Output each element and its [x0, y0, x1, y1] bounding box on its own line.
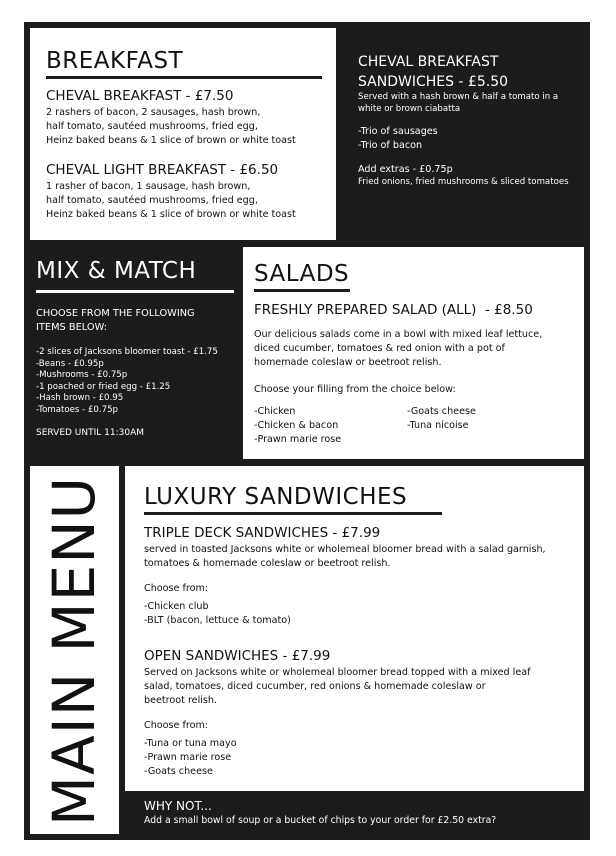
open-option: -Tuna or tuna mayo — [144, 738, 237, 749]
mix-match-item: -1 poached or fried egg - £1.25 — [36, 381, 171, 392]
salad-desc — [254, 328, 584, 370]
triple-option: -BLT (bacon, lettuce & tomato) — [144, 615, 291, 626]
main-menu-title: MAIN MENU — [40, 475, 108, 827]
sandwiches-desc: white or brown ciabatta — [358, 103, 461, 114]
salad-choose: Choose your filling from the choice below: — [254, 384, 456, 395]
open-option: -Goats cheese — [144, 766, 213, 777]
salad-fillings-col1 — [254, 405, 341, 447]
breakfast-item-line: half tomato, sautéed mushrooms, fried egg, — [46, 121, 258, 132]
open-desc: salad, tomatoes, diced cucumber, red onions & homemade coleslaw or — [144, 681, 486, 692]
open-title: OPEN SANDWICHES - £7.99 — [144, 648, 331, 664]
triple-deck-desc: tomatoes & homemade coleslaw or beetroot relish. — [144, 558, 391, 569]
served-until: SERVED UNTIL 11:30AM — [36, 428, 144, 438]
mix-match-item: -Mushrooms - £0.75p — [36, 370, 128, 380]
salad-filling: -Tuna nicoise — [407, 420, 469, 431]
salad-filling: -Goats cheese — [407, 406, 476, 417]
breakfast-title: BREAKFAST — [46, 48, 184, 74]
mix-match-item: -Hash brown - £0.95 — [36, 393, 124, 403]
breakfast-rule — [46, 76, 322, 79]
triple-deck-title: TRIPLE DECK SANDWICHES - £7.99 — [144, 525, 381, 541]
sandwiches-option: -Trio of bacon — [358, 140, 423, 151]
salad-desc-line: diced cucumber, tomatoes & red onion with a pot of — [254, 343, 505, 354]
salad-filling: -Chicken & bacon — [254, 420, 339, 431]
breakfast-item-line: 1 rasher of bacon, 1 sausage, hash brown, — [46, 181, 251, 192]
breakfast-item-line: Heinz baked beans & 1 slice of brown or white toast — [46, 135, 296, 146]
mix-match-intro: ITEMS BELOW: — [36, 322, 107, 333]
open-choose: Choose from: — [144, 720, 209, 731]
breakfast-item — [46, 88, 336, 148]
mix-match-box — [36, 258, 236, 438]
mix-match-item: -Beans - £0.95p — [36, 358, 104, 369]
triple-deck-section — [144, 525, 584, 628]
mix-match-list — [36, 347, 236, 416]
sandwiches-option: -Trio of sausages — [358, 126, 438, 137]
extras-title: Add extras - £0.75p — [358, 164, 453, 175]
why-not-text: Add a small bowl of soup or a bucket of chips to your order for £2.50 extra? — [144, 815, 497, 826]
triple-option: -Chicken club — [144, 601, 209, 612]
why-not-title: WHY NOT... — [144, 799, 212, 813]
mix-match-item: -Tomatoes - £0.75p — [36, 404, 119, 415]
breakfast-panel — [30, 28, 336, 240]
triple-choose: Choose from: — [144, 583, 209, 594]
luxury-rule — [144, 512, 442, 515]
salads-rule — [254, 289, 350, 292]
main-menu-side-panel — [30, 466, 119, 834]
mix-match-rule — [36, 290, 234, 293]
salad-filling: -Chicken — [254, 406, 296, 417]
salad-desc-line: Our delicious salads come in a bowl with mixed leaf lettuce, — [254, 329, 543, 340]
salad-fillings-col2 — [407, 405, 476, 433]
breakfast-item-line: half tomato, sautéed mushrooms, fried egg, — [46, 195, 258, 206]
salads-panel — [243, 247, 584, 459]
open-sandwiches-section — [144, 648, 584, 779]
luxury-title: LUXURY SANDWICHES — [144, 484, 408, 510]
why-not-box — [144, 799, 584, 828]
open-option: -Prawn marie rose — [144, 752, 232, 763]
breakfast-sandwiches-box — [358, 52, 586, 189]
luxury-panel — [125, 466, 584, 791]
salad-filling: -Prawn marie rose — [254, 434, 342, 445]
breakfast-item-line: Heinz baked beans & 1 slice of brown or white toast — [46, 209, 296, 220]
mix-match-intro: CHOOSE FROM THE FOLLOWING — [36, 308, 195, 319]
open-desc: Served on Jacksons white or wholemeal bloomer bread topped with a mixed leaf — [144, 667, 531, 678]
sandwiches-desc: Served with a hash brown & half a tomato in a — [358, 92, 559, 102]
mix-match-item: -2 slices of Jacksons bloomer toast - £1.75 — [36, 347, 218, 357]
mix-match-title: MIX & MATCH — [36, 258, 197, 284]
breakfast-item-line: 2 rashers of bacon, 2 sausages, hash brown, — [46, 107, 261, 118]
salads-title: SALADS — [254, 261, 350, 287]
breakfast-item-title: CHEVAL BREAKFAST - £7.50 — [46, 88, 234, 104]
salad-desc-line: homemade coleslaw or beetroot relish. — [254, 357, 442, 368]
breakfast-item-title: CHEVAL LIGHT BREAKFAST - £6.50 — [46, 162, 279, 178]
triple-deck-desc: served in toasted Jacksons white or wholemeal bloomer bread with a salad garnish, — [144, 544, 546, 555]
open-desc: beetroot relish. — [144, 695, 218, 706]
extras-desc: Fried onions, fried mushrooms & sliced tomatoes — [358, 177, 569, 187]
sandwiches-title-price: SANDWICHES - £5.50 — [358, 74, 509, 90]
salad-item-title: FRESHLY PREPARED SALAD (ALL) - £8.50 — [254, 302, 533, 318]
breakfast-item — [46, 162, 336, 222]
sandwiches-title: CHEVAL BREAKFAST — [358, 54, 499, 70]
